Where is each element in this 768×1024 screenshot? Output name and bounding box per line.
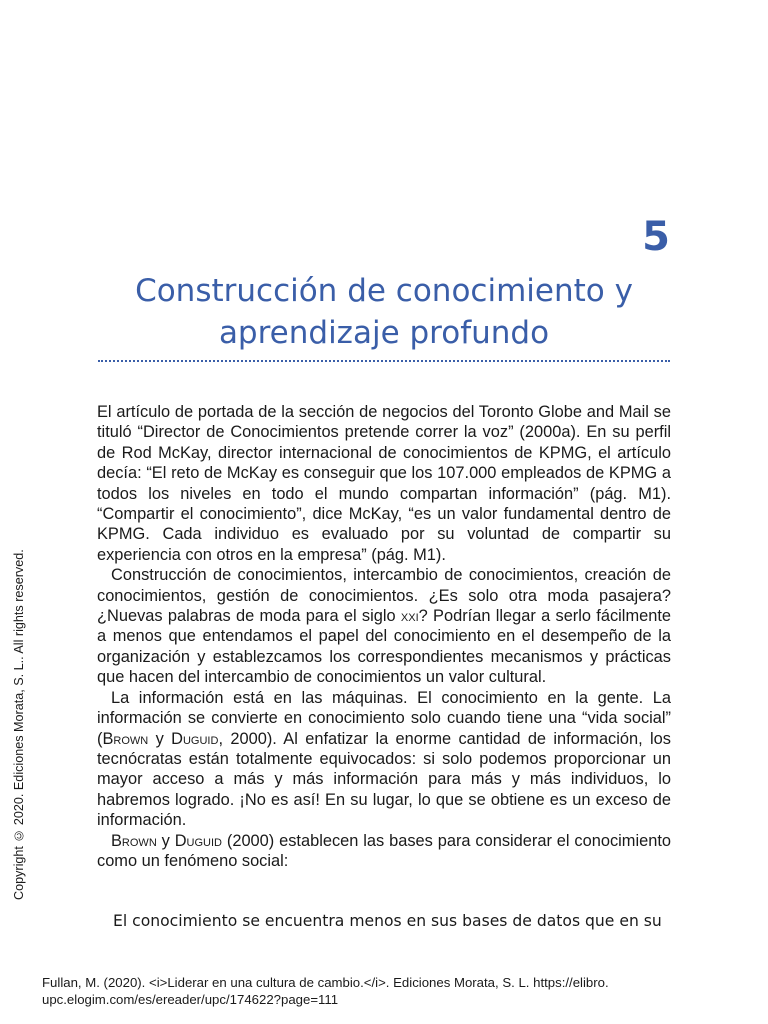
title-divider	[98, 360, 670, 362]
body-text	[97, 402, 671, 871]
paragraph-3: La información está en las máquinas. El conocimiento en la gente. La información se convierte en conocimiento solo cuando tiene una “vida social” (Brown y Duguid, 2000). Al enfatizar la enorme cantidad de información, los tecnócratas están totalmente equivocados: si solo podemos proporcionar un mayor acceso a más y más información para más y más individuos, lo habremos logrado. ¡No es así! En su lugar, lo que se obtiene es un exceso de información.	[97, 688, 671, 830]
chapter-title-line1: Construcción de conocimiento y	[135, 273, 633, 309]
chapter-number: 5	[642, 214, 670, 260]
paragraph-4: Brown y Duguid (2000) establecen las bases para considerar el conocimiento como un fenómeno social:	[97, 831, 671, 870]
citation-footer	[42, 974, 742, 1008]
citation-line1: Fullan, M. (2020). <i>Liderar en una cultura de cambio.</i>. Ediciones Morata, S. L. https://elibro.	[42, 975, 609, 990]
block-quote-start: El conocimiento se encuentra menos en sus bases de datos que en su	[113, 912, 662, 930]
citation-url[interactable]: upc.elogim.com/es/ereader/upc/174622?page=111	[42, 992, 339, 1007]
paragraph-2: Construcción de conocimientos, intercambio de conocimientos, creación de conocimientos, gestión de conocimientos. ¿Es solo otra moda pasajera? ¿Nuevas palabras de moda para el siglo xxi? Podrían llegar a serlo fácilmente a menos que entendamos el papel del conocimiento en el desempeño de la organización y establezcamos los correspondientes mecanismos y prácticas que hacen del intercambio de conocimientos un valor cultural.	[97, 566, 672, 687]
chapter-title	[98, 270, 670, 354]
paragraph-1: El artículo de portada de la sección de negocios del Toronto Globe and Mail se tituló “Director de Conocimientos pretende correr la voz” (2000a). En su perfil de Rod McKay, director internacional de conocimientos de KPMG, el artículo decía: “El reto de McKay es conseguir que los 107.000 empleados de KPMG a todos los niveles en todo el mundo compartan información” (pág. M1). “Compartir el conocimiento”, dice McKay, “es un valor fundamental dentro de KPMG. Cada individuo es evaluado por su voluntad de compartir su experiencia con otros en la empresa” (pág. M1).	[97, 403, 671, 564]
chapter-title-line2: aprendizaje profundo	[218, 315, 550, 351]
copyright-notice: Copyright © 2020. Ediciones Morata, S. L.. All rights reserved.	[12, 549, 26, 900]
